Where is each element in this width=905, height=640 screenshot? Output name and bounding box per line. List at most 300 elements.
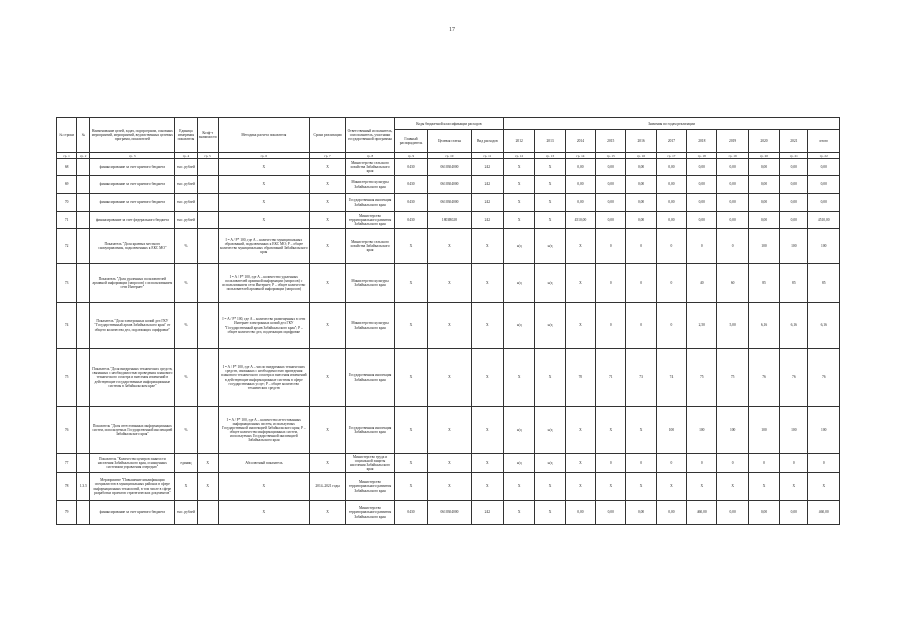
column-number: гр. 14 <box>565 153 595 159</box>
header-year: итого <box>808 130 840 153</box>
year-value-cell: 0,00 <box>687 194 717 212</box>
year-value-cell: 60 <box>717 264 748 303</box>
unit-cell: % <box>175 229 197 264</box>
column-number: гр. 18 <box>687 153 717 159</box>
year-value-cell: Х <box>626 407 656 454</box>
year-value-cell: 0 <box>626 454 656 473</box>
term-cell: Х <box>309 303 345 349</box>
year-value-cell: Х <box>565 407 595 454</box>
item-number-cell <box>77 349 90 407</box>
year-value-cell: н/д <box>535 264 565 303</box>
year-value-cell: н/д <box>504 264 535 303</box>
year-value-cell: Х <box>626 473 656 501</box>
vr-cell: 242 <box>471 212 503 229</box>
table-row <box>57 264 840 303</box>
year-value-cell: Х <box>504 176 535 194</box>
csr-cell: 0610304000 <box>428 159 472 176</box>
csr-cell: Х <box>428 473 472 501</box>
year-value-cell: 0 <box>596 303 626 349</box>
item-number-cell <box>77 501 90 525</box>
table-body <box>57 159 840 525</box>
row-number-cell: 77 <box>57 454 77 473</box>
term-cell: Х <box>309 407 345 454</box>
unit-cell: % <box>175 303 197 349</box>
year-value-cell: 0,00 <box>656 159 686 176</box>
year-value-cell: Х <box>596 407 626 454</box>
column-number: гр. 9 <box>394 153 427 159</box>
year-value-cell: 0,00 <box>626 159 656 176</box>
column-number: гр. 15 <box>596 153 626 159</box>
name-cell: Мероприятие "Повышение квалификации специалистов в муниципальных районах в сфере информационных технологий, в том числе в сфере разработки проектов стратегических документов" <box>90 473 175 501</box>
vr-cell: Х <box>471 349 503 407</box>
table-row <box>57 229 840 264</box>
header-year: 2018 <box>687 130 717 153</box>
grbs-cell: Х <box>394 473 427 501</box>
grbs-cell: Х <box>394 349 427 407</box>
csr-cell: Х <box>428 454 472 473</box>
column-number: гр. 16 <box>626 153 656 159</box>
year-value-cell: 100 <box>748 229 779 264</box>
unit-cell: тыс. рублей <box>175 176 197 194</box>
year-value-cell: Х <box>808 473 840 501</box>
column-number: гр. 7 <box>309 153 345 159</box>
csr-cell: 0610304000 <box>428 176 472 194</box>
csr-cell: 0610304000 <box>428 501 472 525</box>
year-value-cell: 0,00 <box>656 194 686 212</box>
year-value-cell: н/д <box>504 407 535 454</box>
column-number: гр. 6 <box>218 153 309 159</box>
year-value-cell: 0,00 <box>748 194 779 212</box>
year-value-cell: 0,00 <box>780 501 808 525</box>
year-value-cell: 0,00 <box>565 176 595 194</box>
year-value-cell: 75 <box>687 349 717 407</box>
coef-cell <box>197 264 218 303</box>
year-value-cell: 0 <box>687 229 717 264</box>
column-number: гр. 2 <box>77 153 90 159</box>
csr-cell: Х <box>428 264 472 303</box>
year-value-cell: 75 <box>717 349 748 407</box>
year-value-cell: 0,00 <box>717 501 748 525</box>
row-number-cell: 74 <box>57 303 77 349</box>
year-value-cell: 0 <box>656 454 686 473</box>
grbs-cell: Х <box>394 303 427 349</box>
year-value-cell: Х <box>504 501 535 525</box>
term-cell: Х <box>309 501 345 525</box>
term-cell: 2014–2021 годы <box>309 473 345 501</box>
year-value-cell: Х <box>535 159 565 176</box>
item-number-cell <box>77 407 90 454</box>
row-number-cell: 75 <box>57 349 77 407</box>
year-value-cell: 85 <box>748 264 779 303</box>
name-cell: Показатель "Количество центров занятости населения Забайкальского края, оснащенных системами управления очередью" <box>90 454 175 473</box>
year-value-cell: 0,00 <box>748 159 779 176</box>
year-value-cell: 0 <box>626 264 656 303</box>
table-row <box>57 194 840 212</box>
year-value-cell: 0 <box>717 229 748 264</box>
header-responsible: Ответственный исполнитель, соисполнитель, участники государственной программы <box>346 118 395 153</box>
csr-cell: Х <box>428 407 472 454</box>
responsible-cell: Министерство сельского хозяйства Забайкальского края <box>346 159 395 176</box>
year-value-cell: н/д <box>504 454 535 473</box>
year-value-cell: 0 <box>717 454 748 473</box>
year-value-cell: н/д <box>535 454 565 473</box>
method-cell: Х <box>218 473 309 501</box>
table-header <box>57 118 840 159</box>
year-value-cell: Х <box>565 229 595 264</box>
responsible-cell: Министерство культуры Забайкальского края <box>346 264 395 303</box>
year-value-cell: 0,00 <box>808 194 840 212</box>
coef-cell <box>197 212 218 229</box>
csr-cell: Х <box>428 229 472 264</box>
year-value-cell: 0 <box>596 229 626 264</box>
row-number-cell: 68 <box>57 159 77 176</box>
year-value-cell: 0,00 <box>780 212 808 229</box>
item-number-cell <box>77 212 90 229</box>
item-number-cell <box>77 264 90 303</box>
column-number: гр. 8 <box>346 153 395 159</box>
item-number-cell <box>77 194 90 212</box>
item-number-cell <box>77 454 90 473</box>
year-value-cell: 0,00 <box>748 176 779 194</box>
header-year: 2016 <box>626 130 656 153</box>
year-value-cell: 0,00 <box>717 194 748 212</box>
responsible-cell: Министерство культуры Забайкальского края <box>346 303 395 349</box>
year-value-cell: 76 <box>748 349 779 407</box>
table-row <box>57 212 840 229</box>
column-number: гр. 5 <box>197 153 218 159</box>
year-value-cell: 0,00 <box>717 212 748 229</box>
method-cell: Абсолютный показатель <box>218 454 309 473</box>
year-value-cell: 460,00 <box>808 501 840 525</box>
column-number: гр. 19 <box>717 153 748 159</box>
year-value-cell: 0,00 <box>780 194 808 212</box>
header-year: 2012 <box>504 130 535 153</box>
year-value-cell: 0,00 <box>565 501 595 525</box>
year-value-cell: 100 <box>808 407 840 454</box>
coef-cell <box>197 407 218 454</box>
header-term: Сроки реализации <box>309 118 345 153</box>
column-number: гр. 12 <box>504 153 535 159</box>
year-value-cell: 0,00 <box>565 159 595 176</box>
year-value-cell: 0 <box>808 454 840 473</box>
item-number-cell <box>77 303 90 349</box>
name-cell: Показатель "Доля краевых местного самоуправления, подключенных к ЕКС МО" <box>90 229 175 264</box>
header-no: № <box>77 118 90 153</box>
method-cell: I = A / P* 100, где А – число внедренных технических средств, связанных с необходимостью проведения планового технического осмотра и внесения изменений в действующие информационные системы в сфере государственных услуг; Р – общее количество технических средств <box>218 349 309 407</box>
table-row <box>57 176 840 194</box>
unit-cell: % <box>175 349 197 407</box>
column-number: гр. 13 <box>535 153 565 159</box>
year-value-cell: 70 <box>565 349 595 407</box>
grbs-cell: Х <box>394 407 427 454</box>
table-row <box>57 501 840 525</box>
year-value-cell: 0,00 <box>656 212 686 229</box>
row-number-cell: 79 <box>57 501 77 525</box>
year-value-cell: 0,00 <box>687 176 717 194</box>
grbs-cell: 0430 <box>394 159 427 176</box>
year-value-cell: 0,00 <box>808 176 840 194</box>
year-value-cell: 0,00 <box>780 159 808 176</box>
row-number-cell: 69 <box>57 176 77 194</box>
year-value-cell: н/д <box>504 303 535 349</box>
csr-cell: 0610304000 <box>428 194 472 212</box>
year-value-cell: Х <box>504 473 535 501</box>
coef-cell <box>197 194 218 212</box>
year-value-cell: Х <box>748 473 779 501</box>
responsible-cell: Государственная инспекция Забайкальского края <box>346 194 395 212</box>
header-year: 2019 <box>717 130 748 153</box>
year-value-cell: 40 <box>687 264 717 303</box>
year-value-cell: 0 <box>656 264 686 303</box>
unit-cell: % <box>175 264 197 303</box>
table-row <box>57 349 840 407</box>
year-value-cell: 4510,00 <box>565 212 595 229</box>
unit-cell: тыс. рублей <box>175 159 197 176</box>
responsible-cell: Министерство труда и социальной защиты населения Забайкальского края <box>346 454 395 473</box>
name-cell: Показатель "Доля внедренных технических средств, связанных с необходимостью проведения планового технического осмотра и внесения изменений в действующие государственные информационные системы в Забайкальском крае" <box>90 349 175 407</box>
term-cell: Х <box>309 212 345 229</box>
column-number: гр. 10 <box>428 153 472 159</box>
method-cell: Х <box>218 159 309 176</box>
year-value-cell: 0,00 <box>626 501 656 525</box>
year-value-cell: 0,00 <box>656 176 686 194</box>
item-number-cell: 1.3.5 <box>77 473 90 501</box>
header-year: 2017 <box>656 130 686 153</box>
term-cell: Х <box>309 454 345 473</box>
year-value-cell: н/д <box>535 303 565 349</box>
year-value-cell: Х <box>565 473 595 501</box>
grbs-cell: Х <box>394 454 427 473</box>
header-budget-codes: Коды бюджетной классификации расходов <box>394 118 503 130</box>
year-value-cell: 0,00 <box>596 501 626 525</box>
year-value-cell: 6,16 <box>808 303 840 349</box>
year-value-cell: Х <box>535 194 565 212</box>
page-number: 17 <box>449 27 455 33</box>
table-row <box>57 407 840 454</box>
row-number-cell: 73 <box>57 264 77 303</box>
year-value-cell: 0,00 <box>596 212 626 229</box>
csr-cell: 1803R028 <box>428 212 472 229</box>
row-number-cell: 70 <box>57 194 77 212</box>
vr-cell: Х <box>471 303 503 349</box>
year-value-cell: 0,00 <box>717 176 748 194</box>
row-number-cell: 78 <box>57 473 77 501</box>
year-value-cell: 76 <box>780 349 808 407</box>
name-cell: Показатель "Доля аттестованных информационных систем, используемых Государственной инспекцией Забайкальского края" <box>90 407 175 454</box>
year-value-cell: Х <box>535 501 565 525</box>
table-row <box>57 473 840 501</box>
year-value-cell: н/д <box>535 407 565 454</box>
year-value-cell: 85 <box>780 264 808 303</box>
csr-cell: Х <box>428 303 472 349</box>
method-cell: Х <box>218 501 309 525</box>
term-cell: Х <box>309 194 345 212</box>
year-value-cell: 76 <box>808 349 840 407</box>
method-cell: Х <box>218 212 309 229</box>
term-cell: Х <box>309 176 345 194</box>
year-value-cell: 0,00 <box>626 176 656 194</box>
year-value-cell: 0 <box>780 454 808 473</box>
grbs-cell: 0430 <box>394 176 427 194</box>
grbs-cell: Х <box>394 229 427 264</box>
year-value-cell: 0 <box>748 454 779 473</box>
year-value-cell: 0,00 <box>687 212 717 229</box>
table-row <box>57 303 840 349</box>
row-number-cell: 72 <box>57 229 77 264</box>
unit-cell: Х <box>175 473 197 501</box>
year-value-cell: 100 <box>687 407 717 454</box>
vr-cell: Х <box>471 229 503 264</box>
responsible-cell: Министерство территориального развития Забайкальского края <box>346 212 395 229</box>
year-value-cell: 0 <box>596 264 626 303</box>
column-number: гр. 3 <box>90 153 175 159</box>
header-values-by-year: Значения по годам реализации <box>504 118 840 130</box>
vr-cell: 242 <box>471 159 503 176</box>
method-cell: Х <box>218 176 309 194</box>
year-value-cell: Х <box>535 349 565 407</box>
column-number: гр. 11 <box>471 153 503 159</box>
column-number: гр. 17 <box>656 153 686 159</box>
year-value-cell: 100 <box>656 407 686 454</box>
year-value-cell: 6,16 <box>748 303 779 349</box>
item-number-cell <box>77 176 90 194</box>
year-value-cell: 0,00 <box>565 194 595 212</box>
column-number: гр. 21 <box>780 153 808 159</box>
term-cell: Х <box>309 229 345 264</box>
grbs-cell: Х <box>394 264 427 303</box>
year-value-cell: Х <box>596 473 626 501</box>
year-value-cell: Х <box>535 473 565 501</box>
year-value-cell: 73 <box>626 349 656 407</box>
item-number-cell <box>77 229 90 264</box>
year-value-cell: 85 <box>808 264 840 303</box>
item-number-cell <box>77 159 90 176</box>
year-value-cell: 100 <box>808 229 840 264</box>
year-value-cell: 4510,00 <box>808 212 840 229</box>
year-value-cell: 100 <box>717 407 748 454</box>
year-value-cell: Х <box>504 349 535 407</box>
year-value-cell: Х <box>717 473 748 501</box>
coef-cell <box>197 501 218 525</box>
unit-cell: единиц <box>175 454 197 473</box>
year-value-cell: Х <box>565 454 595 473</box>
coef-cell <box>197 303 218 349</box>
year-value-cell: Х <box>504 212 535 229</box>
term-cell: Х <box>309 264 345 303</box>
unit-cell: тыс. рублей <box>175 212 197 229</box>
header-year: 2020 <box>748 130 779 153</box>
year-value-cell: 0 <box>626 229 656 264</box>
name-cell: финансирование за счет краевого бюджета <box>90 176 175 194</box>
year-value-cell: Х <box>687 473 717 501</box>
header-row-no: № строки <box>57 118 77 153</box>
method-cell: I = A / P* 100, где А – количество аттестованных информационных систем, используемых Государственной инспекцией Забайкальского края; Р – общее количество информационных систем, используемых Государственной инспекцией Забайкальского края <box>218 407 309 454</box>
coef-cell <box>197 159 218 176</box>
year-value-cell: 460,00 <box>687 501 717 525</box>
year-value-cell: 0,00 <box>596 159 626 176</box>
year-value-cell: Х <box>535 212 565 229</box>
vr-cell: 242 <box>471 194 503 212</box>
row-number-cell: 71 <box>57 212 77 229</box>
term-cell: Х <box>309 159 345 176</box>
year-value-cell: н/д <box>535 229 565 264</box>
year-value-cell: 0 <box>596 454 626 473</box>
column-number: гр. 20 <box>748 153 779 159</box>
column-number: гр. 22 <box>808 153 840 159</box>
year-value-cell: 0 <box>687 454 717 473</box>
responsible-cell: Государственная инспекция Забайкальского края <box>346 349 395 407</box>
year-value-cell: 0 <box>656 229 686 264</box>
grbs-cell: 0430 <box>394 212 427 229</box>
table-row <box>57 454 840 473</box>
responsible-cell: Министерство культуры Забайкальского края <box>346 176 395 194</box>
unit-cell: тыс. рублей <box>175 194 197 212</box>
year-value-cell: 0,00 <box>596 194 626 212</box>
header-grbs: Главный распорядитель <box>394 130 427 153</box>
header-coef: Коэф-т значимости <box>197 118 218 153</box>
year-value-cell: Х <box>504 194 535 212</box>
method-cell: Х <box>218 194 309 212</box>
header-year: 2014 <box>565 130 595 153</box>
year-value-cell: 100 <box>748 407 779 454</box>
year-value-cell: Х <box>656 473 686 501</box>
year-value-cell: 0,00 <box>808 159 840 176</box>
responsible-cell: Государственная инспекция Забайкальского края <box>346 407 395 454</box>
responsible-cell: Министерство сельского хозяйства Забайкальского края <box>346 229 395 264</box>
vr-cell: Х <box>471 454 503 473</box>
coef-cell: Х <box>197 454 218 473</box>
year-value-cell: н/д <box>504 229 535 264</box>
method-cell: I = A / P* 100, где А – количество муниципальных образований, подключенных к ЕКС МО; Р – общее количество муниципальных образований Забайкальского края <box>218 229 309 264</box>
year-value-cell: 0 <box>626 303 656 349</box>
year-value-cell: Х <box>504 159 535 176</box>
program-table <box>56 117 840 525</box>
grbs-cell: 0430 <box>394 194 427 212</box>
method-cell: I = A / P* 100, где А – количество размещенных в сети Интернет электронных копий дел ГКУ "Государственный архив Забайкальского края"; Р – общее количество дел, подлежащих оцифровке <box>218 303 309 349</box>
coef-cell <box>197 229 218 264</box>
column-number: гр. 4 <box>175 153 197 159</box>
header-csr: Целевая статья <box>428 130 472 153</box>
header-name: Наименование целей, задач, подпрограмм, основных мероприятий, мероприятий, ведомственных целевых программ, показателей <box>90 118 175 153</box>
year-value-cell: 0,00 <box>626 212 656 229</box>
name-cell: Показатель "Доля удаленных пользователей архивной информации (запросов) с использованием сети Интернет" <box>90 264 175 303</box>
header-year: 2013 <box>535 130 565 153</box>
header-year: 2021 <box>780 130 808 153</box>
csr-cell: Х <box>428 349 472 407</box>
year-value-cell: 100 <box>780 229 808 264</box>
vr-cell: 242 <box>471 501 503 525</box>
year-value-cell: 0,00 <box>656 501 686 525</box>
responsible-cell: Министерство территориального развития Забайкальского края <box>346 473 395 501</box>
name-cell: финансирование за счет федерального бюджета <box>90 212 175 229</box>
vr-cell: Х <box>471 473 503 501</box>
year-value-cell: 5,00 <box>717 303 748 349</box>
header-year: 2015 <box>596 130 626 153</box>
term-cell: Х <box>309 349 345 407</box>
vr-cell: 242 <box>471 176 503 194</box>
unit-cell: тыс. рублей <box>175 501 197 525</box>
year-value-cell: Х <box>565 264 595 303</box>
year-value-cell: 0,00 <box>626 194 656 212</box>
year-value-cell: 0,00 <box>748 212 779 229</box>
unit-cell: % <box>175 407 197 454</box>
row-number-cell: 76 <box>57 407 77 454</box>
name-cell: финансирование за счет краевого бюджета <box>90 194 175 212</box>
responsible-cell: Министерство территориального развития Забайкальского края <box>346 501 395 525</box>
coef-cell <box>197 176 218 194</box>
year-value-cell: Х <box>780 473 808 501</box>
year-value-cell: 0,00 <box>717 159 748 176</box>
